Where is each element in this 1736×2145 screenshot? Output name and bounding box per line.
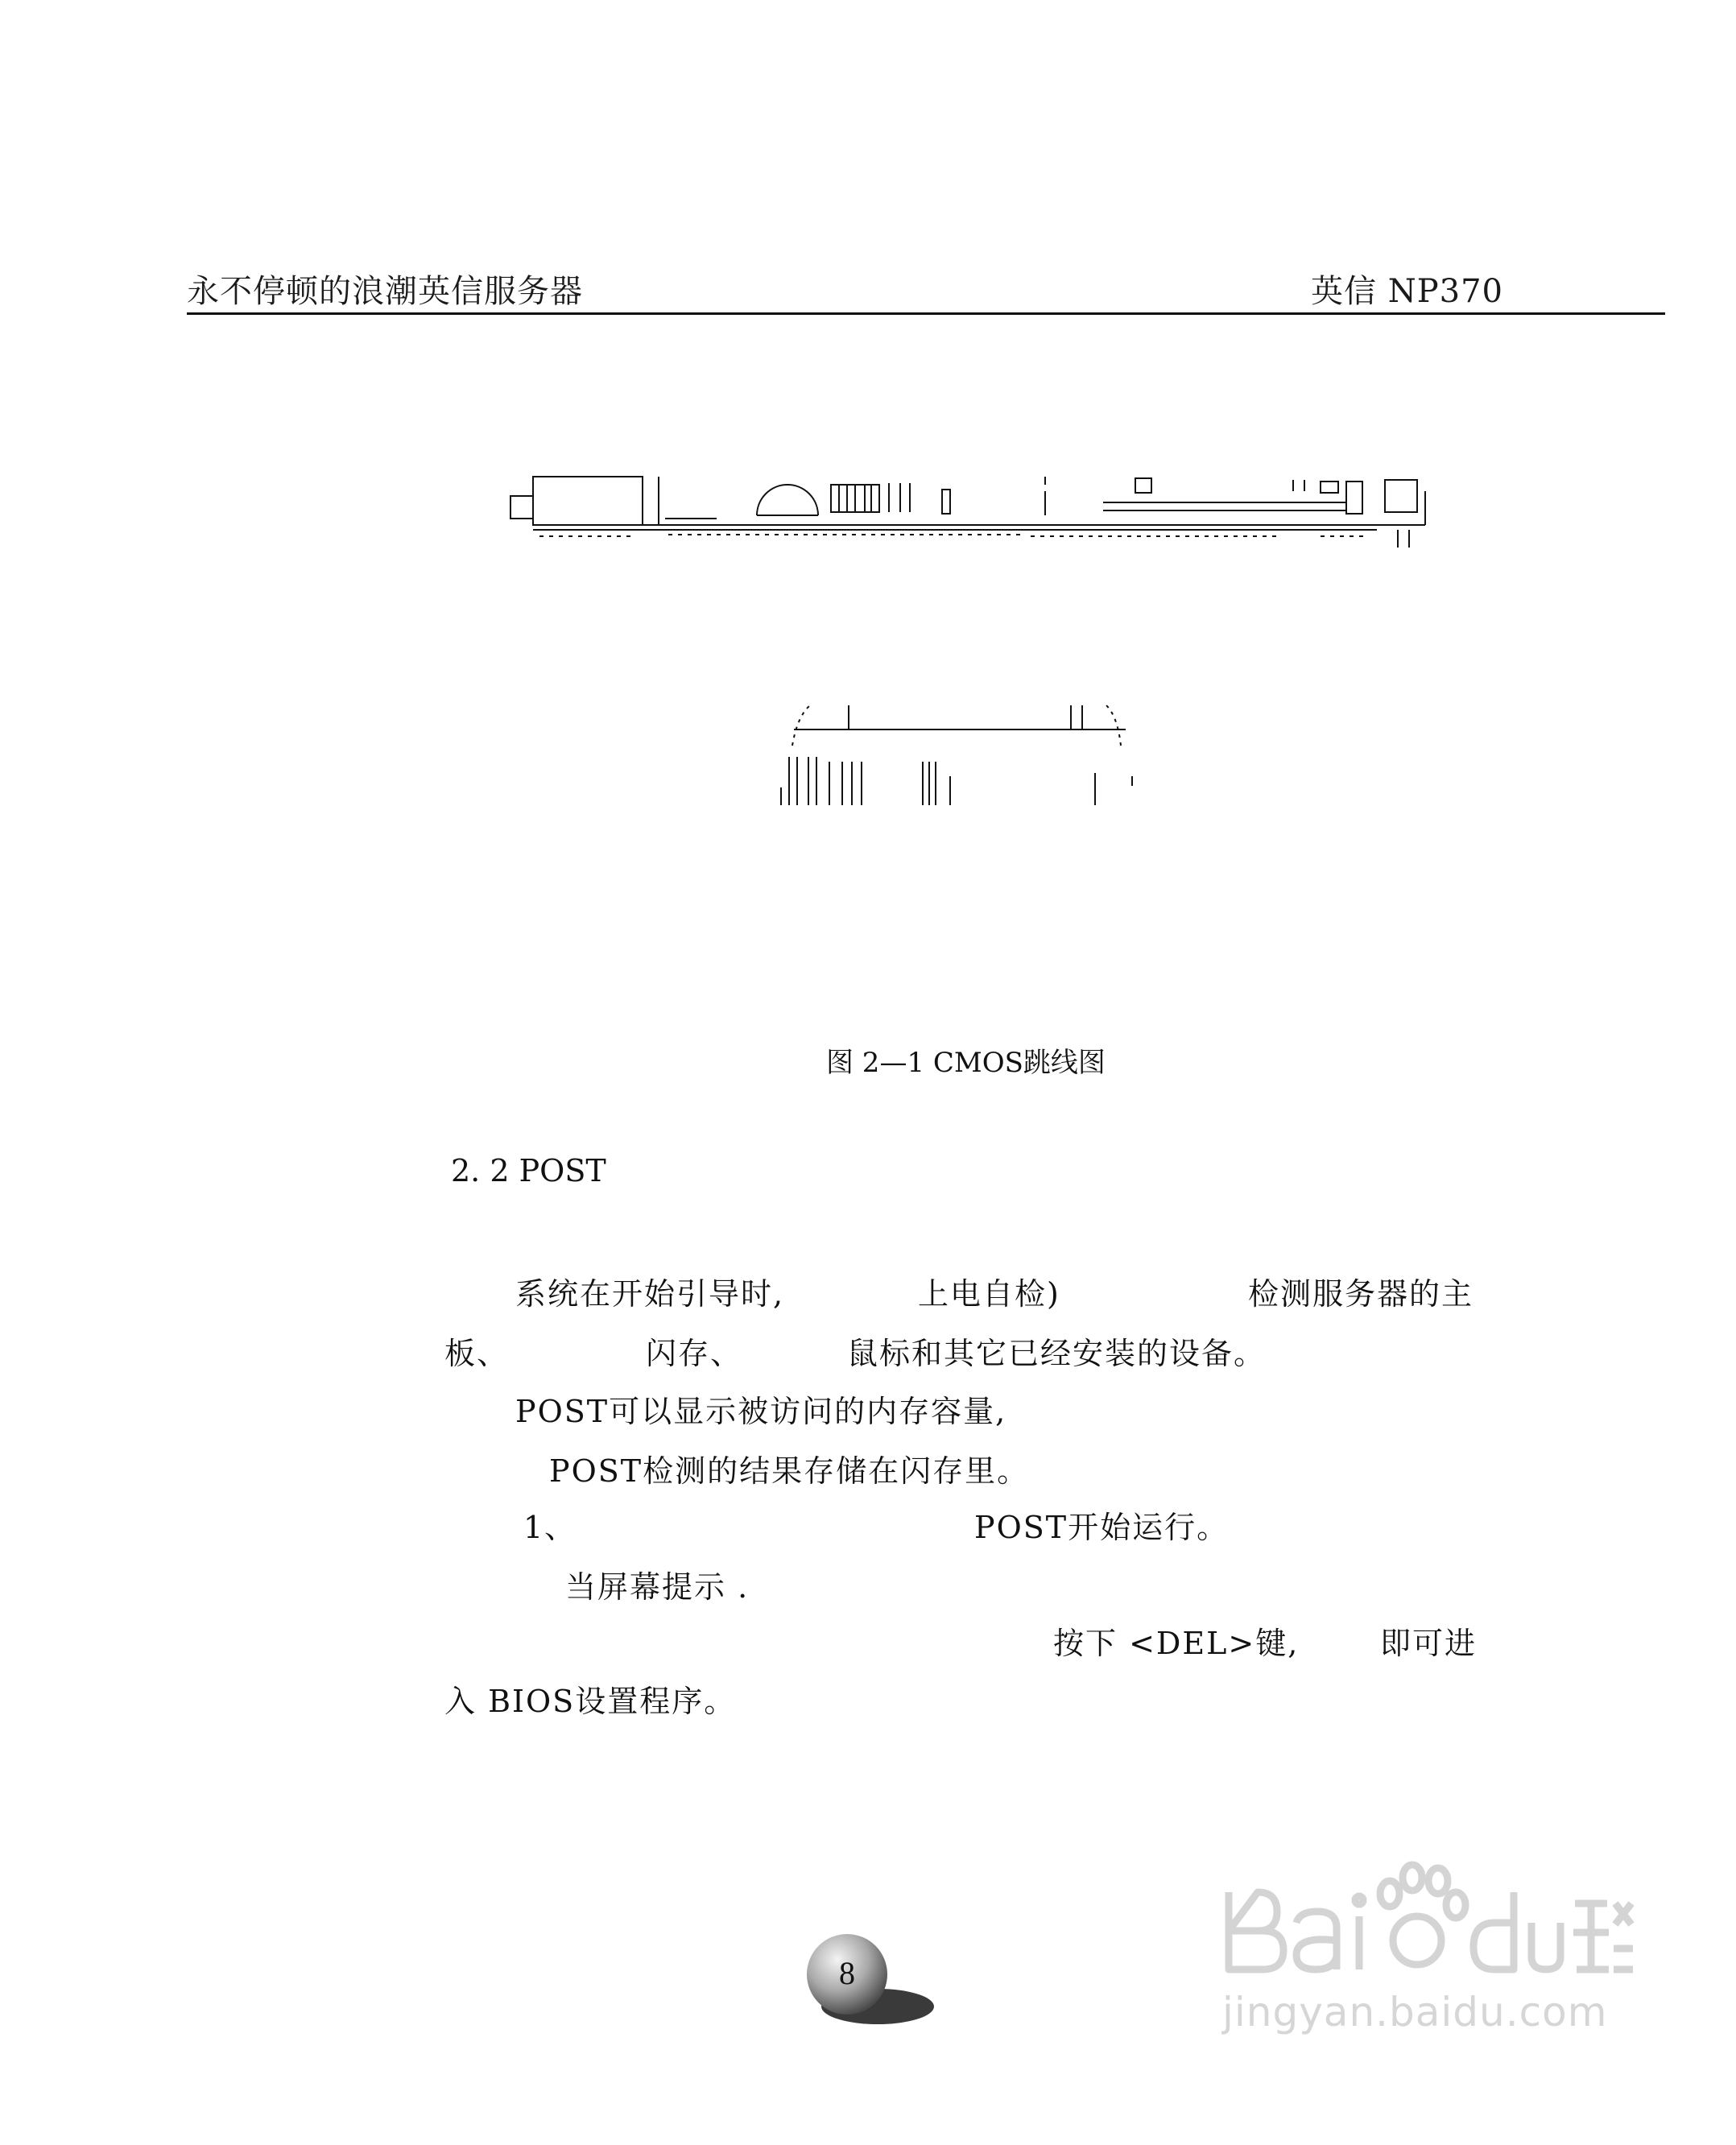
body-text-line: 检测服务器的主: [1248, 1276, 1474, 1312]
body-text-line: 鼠标和其它已经安装的设备。: [847, 1336, 1267, 1371]
running-header-model: 英信 NP370: [1311, 273, 1503, 310]
running-header-title: 永不停顿的浪潮英信服务器: [187, 273, 583, 310]
motherboard-side-drawing: [507, 467, 1441, 564]
page-number: 8: [839, 1955, 855, 1991]
figure-caption: 图 2—1 CMOS跳线图: [826, 1047, 1106, 1079]
body-text-line: 系统在开始引导时,: [515, 1276, 785, 1312]
body-text-line: POST检测的结果存储在闪存里。: [549, 1453, 1030, 1489]
list-item-number: 1、: [523, 1510, 577, 1545]
page-number-ball: [789, 1929, 934, 2034]
body-text-line: POST可以显示被访问的内存容量,: [515, 1394, 1007, 1429]
header-rule: [187, 312, 1665, 315]
cmos-jumper-drawing: [765, 692, 1151, 813]
body-text-line: 上电自检): [918, 1276, 1060, 1312]
body-text-line: POST开始运行。: [974, 1510, 1230, 1545]
body-text-line: 入 BIOS设置程序。: [444, 1684, 737, 1719]
watermark-url: jingyan.baidu.com: [1222, 1989, 1608, 2035]
body-text-line: 闪存、: [646, 1336, 743, 1371]
body-text-line: 即可进: [1380, 1626, 1478, 1661]
baidu-watermark-logo: [1216, 1828, 1635, 1981]
body-text-line: 按下 <DEL>键,: [1053, 1626, 1300, 1661]
body-text-line: 当屏幕提示 .: [565, 1569, 750, 1605]
body-text-line: 板、: [444, 1336, 510, 1371]
section-heading: 2. 2 POST: [451, 1153, 606, 1188]
